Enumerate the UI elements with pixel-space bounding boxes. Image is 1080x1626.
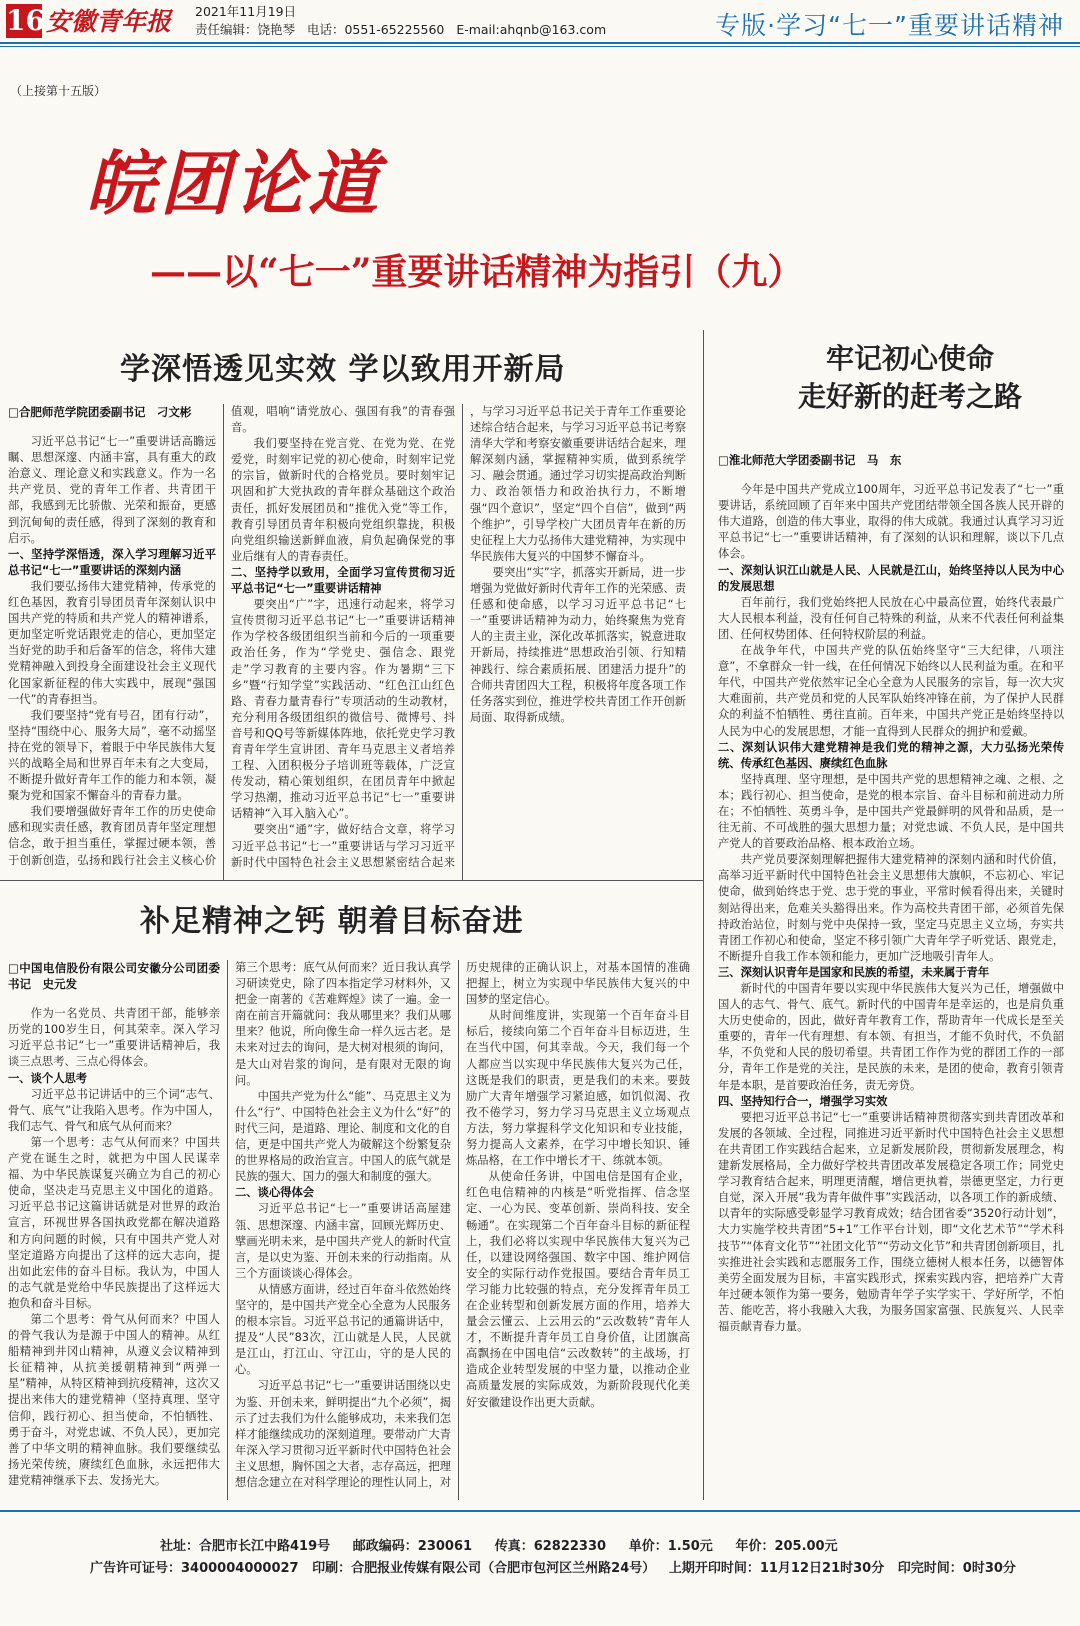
paragraph: 要把习近平总书记“七一”重要讲话精神贯彻落实到共青团改革和发展的各领域、全过程，同推进习近平新时代中国特色社会主义思想在共青团工作实践结合起来，立足新发展阶段，贯彻新发展理念，构建新发展格局，全力做好学校共青团改革发展稳定各项工作；同党史学习教育结合起来，明理更清醒，增信更执着，崇德更坚定，力行更自觉，深入开展“我为青年做件事”实践活动，以各项工作的新成绩、以青年的实际感受彰显学习教育成效；结合团省委“3520行动计划”，大力实施学校共青团“5+1”工作平台计划，即“文化艺术节”“学术科技节”“体育文化节”“社团文化节”“劳动文化节”和共青团创新项目，扎实推进社会实践和志愿服务工作，围绕立德树人根本任务，以德智体美劳全面发展为目标，丰富实践形式，探索实践内容，把培养广大青年过硬本领作为第一要务，勉励青年学子实学实干、学好所学，不怕苦、能吃苦，将小我融入大我，为服务国家富强、民族复兴、人民幸福贡献青春力量。 bbox=[718, 1110, 1064, 1333]
footer-rule bbox=[0, 1510, 1080, 1512]
article3-col-1 bbox=[8, 960, 220, 1500]
column-divider-main bbox=[703, 330, 704, 1500]
byline: □合肥师范学院团委副书记 刁文彬 bbox=[8, 405, 192, 419]
paragraph: 中国共产党为什么“能”、马克思主义为什么“行”、中国特色社会主义为什么“好”的时代三问，是道路、理论、制度和文化的自信，更是中国共产党人为破解这个纷繁复杂的世界格局的政治宣言。中国人的底气就是民族的强大、国力的强大和制度的强大。 bbox=[235, 1089, 451, 1184]
masthead bbox=[0, 0, 1080, 46]
section-heading: 二、坚持学以致用，全面学习宣传贯彻习近平总书记“七一”重要讲话精神 bbox=[231, 565, 455, 596]
section-heading: 四、坚持知行合一，增强学习实效 bbox=[718, 1094, 888, 1108]
article-divider bbox=[0, 880, 703, 881]
print-start: 上期开印时间：11月12日21时30分 bbox=[668, 1561, 885, 1576]
page-title: 皖团论道 bbox=[86, 142, 382, 225]
paragraph: 要突出“广”字，迅速行动起来，将学习宣传贯彻习近平总书记“七一”重要讲话精神作为学校各级团组织当前和今后的一项重要政治任务，作为“学党史、强信念、跟党走”学习教育的主要内容。作为暑期“三下乡”暨“行知学堂”实践活动、“红色江山红色路、青春力量青春行”专项活动的生动教材，充分利用各级团组织的微信号、微博号、抖音号和QQ号等新媒体阵地，依托党史学习教育青年学生宣讲团、青年马克思主义者培养工程、入团积极分子培训班等载体，广泛宣传发动，精心策划组织，在团员青年中掀起学习热潮，推动习近平总书记“七一”重要讲话精神“入耳入脑入心”。 bbox=[231, 598, 455, 821]
page-subtitle: ——以“七一”重要讲话精神为指引（九） bbox=[150, 251, 804, 293]
email: E-mail:ahqnb@163.com bbox=[456, 22, 607, 37]
paragraph: 共产党员要深刻理解把握伟大建党精神的深刻内涵和时代价值，高举习近平新时代中国特色社会主义思想伟大旗帜，不忘初心、牢记使命，做到始终忠于党、忠于党的事业，平常时候看得出来，关键时刻站得出来，危难关头豁得出来。作为高校共青团干部，必须首先保持政治站位，时刻与党中央保持一致，坚定马克思主义立场，夯实共青团工作初心和使命，坚定不移引领广大青年学子听党话、跟党走，不断提升自我工作本领和能力，更加广泛地吸引青年人。 bbox=[718, 853, 1064, 963]
paragraph: 我们要弘扬伟大建党精神，传承党的红色基因，教育引导团员青年深刻认识中国共产党的特质和共产党人的精神谱系，更加坚定听党话跟党走的信心，更加坚定当好党的助手和后备军的信念，将伟大建党精神融入到投身全面建设社会主义现代化国家新征程的伟大实践中，展现“强国一代”的青春担当。 bbox=[8, 579, 216, 706]
paragraph: 今年是中国共产党成立100周年，习近平总书记发表了“七一”重要讲话，系统回顾了百年来中国共产党团结带领全国各族人民开辟的伟大道路，创造的伟大事业，取得的伟大成就。我通过认真学习习近平总书记“七一”重要讲话精神，有了深刻的认识和理解，谈以下几点体会。 bbox=[718, 483, 1064, 561]
paper-name-logo: 安徽青年报 bbox=[46, 7, 172, 36]
phone: 电话：0551-65225560 bbox=[306, 22, 445, 37]
annual-price: 年价：205.00元 bbox=[735, 1539, 838, 1554]
article2-col bbox=[718, 452, 1064, 1504]
print-end: 印完时间：0时30分 bbox=[897, 1561, 1016, 1576]
paragraph: 历史规律的正确认识上，对基本国情的准确把握上，树立为实现中华民族伟大复兴的中国梦的坚定信心。 bbox=[466, 961, 690, 1007]
article3-col-3 bbox=[466, 960, 690, 1500]
paragraph: 我们要坚持在党言党、在党为党、在党爱党，时刻牢记党的初心使命，时刻牢记党的宗旨，做新时代的合格党员。要时刻牢记巩固和扩大党执政的青年群众基础这个政治责任，抓好发展团员和“推优入党”等工作，教育引导团员青年积极向党组织靠拢，积极向党组织输送新鲜血液，肩负起确保党的事业后继有人的青春责任。 bbox=[231, 437, 455, 563]
article3-col-2 bbox=[235, 960, 451, 1500]
article2-headline: 牢记初心使命 走好新的赶考之路 bbox=[797, 342, 1022, 413]
continued-note: （上接第十五版） bbox=[10, 84, 107, 98]
paragraph: 第一个思考：志气从何而来？中国共产党在诞生之时，就把为中国人民谋幸福、为中华民族谋复兴确立为自己的初心使命，坚决走马克思主义中国化的道路。习近平总书记这篇讲话就是对世界的政治宣言，环视世界各国执政党都在解决道路和方向问题的时候，只有中国共产党人对坚定道路方向提出了这样的远大志向，提出如此宏伟的奋斗目标。我认为，中国人的志气就是党给中华民族提出了这样远大抱负和奋斗目标。 bbox=[8, 1135, 220, 1310]
paragraph: 习近平总书记“七一”重要讲话围绕以史为鉴、开创未来，鲜明提出“九个必须”，揭示了过去我们为什么能够成功，未来我们怎样才能继续成功的深刻道理。要带动广大青年深入学习贯彻习近平新时代中国特色社会主义思想，胸怀国之大者，志存高远，把理想信念建立在对科学理论的理性认同上，对 bbox=[235, 1379, 451, 1489]
header-rule-thin bbox=[0, 46, 1080, 47]
page-number: 16 bbox=[6, 4, 45, 37]
paragraph: 从使命任务讲，中国电信是国有企业，红色电信精神的内核是“听党指挥、信念坚定、一心为民、变革创新、崇尚科技、安全畅通”。在实现第二个百年奋斗目标的新征程上，我们必将以实现中华民族伟大复兴为己任，以建设网络强国、数字中国、维护网信安全的实际行动作党报国。要结合青年员工学习能力比较强的特点，充分发挥青年员工在企业转型和创新发展方面的作用，培养大量会云懂云、上云用云的“云改数转”青年人才，不断提升青年员工自身价值，让团旗高高飘扬在中国电信“云改数转”的主战场，打造成企业转型发展的中坚力量，以推动企业高质量发展的实际成效，为新阶段现代化美好安徽建设作出更大贡献。 bbox=[466, 1170, 690, 1409]
byline: □淮北师范大学团委副书记 马 东 bbox=[718, 453, 902, 467]
paragraph: 我们要增强做好青年工作的历史使命感和现实责任感，教育团员青年坚定理想信念，敢于担当重任，掌握过硬本领，善于创新创造，弘扬和践行社会主义核心价 bbox=[8, 805, 216, 867]
footer-line-1 bbox=[160, 1535, 838, 1554]
section-heading: 二、谈心得体会 bbox=[235, 1186, 315, 1200]
ad-license: 广告许可证号：3400004000027 bbox=[90, 1561, 299, 1576]
article1-headline: 学深悟透见实效 学以致用开新局 bbox=[120, 352, 566, 387]
section-heading: 一、深刻认识江山就是人民、人民就是江山，始终坚持以人民为中心的发展思想 bbox=[718, 563, 1064, 593]
paragraph: 要突出“实”字，抓落实开新局，进一步增强为党做好新时代青年工作的光荣感、责任感和使命感，以学习习近平总书记“七一”重要讲话精神为动力，始终聚焦为党育人的主责主业，深化改革抓落实，锐意进取开新局，持续推进“思想政治引领、行知精神践行、综合素质拓展、团建活力提升”的合师共青团四大工程，积极将年度各项工作任务落实到位，推进学校共青团工作开创新局面、取得新成绩。 bbox=[470, 565, 686, 724]
article1-col-2 bbox=[231, 404, 455, 880]
divider bbox=[462, 404, 463, 880]
paragraph: 值观，唱响“请党放心、强国有我”的青春强音。 bbox=[231, 405, 455, 435]
unit-price: 单价：1.50元 bbox=[628, 1539, 713, 1554]
paragraph: 习近平总书记“七一”重要讲话高瞻远瞩、思想深邃、内涵丰富，具有重大的政治意义、理论意义和实践意义。作为一名共产党员、党的青年工作者、共青团干部，我感到无比骄傲、光荣和振奋，更感到沉甸甸的责任感，得到了深刻的教育和启示。 bbox=[8, 435, 216, 545]
paragraph: 第三个思考：底气从何而来？近日我认真学习研读党史，除了四本指定学习材料外，又把金一南著的《苦难辉煌》读了一遍。金一南在前言开篇就问：我从哪里来？我们从哪里来？他说，所向像生命一样久远古老。是未来对过去的询问，是大树对根须的询问，是大山对岩浆的询问，是有限对无限的询问。 bbox=[235, 961, 451, 1087]
paragraph: 第二个思考：骨气从何而来？中国人的骨气我认为是源于中国人的精神。从红船精神到井冈山精神，从遵义会议精神到长征精神，从抗美援朝精神到“两弹一星”精神，从特区精神到抗疫精神，这次又提出来伟大的建党精神（坚持真理、坚守信仰，践行初心、担当使命，不怕牺牲、勇于奋斗，对党忠诚、不负人民），更加完善了中华文明的精神血脉。我们要继续弘扬光荣传统，赓续红色血脉，永远把伟大建党精神继承下去、发扬光大。 bbox=[8, 1312, 220, 1487]
printer: 印刷：合肥报业传媒有限公司（合肥市包河区兰州路24号） bbox=[312, 1561, 656, 1576]
paragraph: 从时间维度讲，实现第一个百年奋斗目标后，接续向第二个百年奋斗目标迈进，生在当代中国，何其幸哉。今天，我们每一个人都应当以实现中华民族伟大复兴为己任，这既是我们的职责，更是我们的未来。要鼓励广大青年增强学习紧迫感，如饥似渴、孜孜不倦学习，努力学习马克思主义立场观点方法，努力掌握科学文化知识和专业技能，努力提高人文素养，在学习中增长知识、锤炼品格，在工作中增长才干、练就本领。 bbox=[466, 1009, 690, 1168]
paragraph: 在战争年代，中国共产党的队伍始终坚守“三大纪律，八项注意”，不拿群众一针一线，在任何情况下始终以人民利益为重。在和平年代，中国共产党依然牢记全心全意为人民服务的宗旨，每一次大灾大难面前，共产党员和党的人民军队始终冲锋在前，为了保护人民群众的利益不怕牺牲、勇往直前。百年来，中国共产党正是始终坚持以人民为中心的发展思想，才能一直得到人民群众的拥护和爱戴。 bbox=[718, 644, 1064, 738]
paragraph: 习近平总书记讲话中的三个词“志气、骨气、底气”让我陷入思考。作为中国人，我们志气、骨气和底气从何而来？ bbox=[8, 1087, 220, 1133]
section-heading: 一、坚持学深悟透，深入学习理解习近平总书记“七一”重要讲话的深刻内涵 bbox=[8, 547, 216, 577]
issue-date: 2021年11月19日 bbox=[195, 4, 297, 19]
article1-col-3 bbox=[470, 404, 686, 880]
article3-headline: 补足精神之钙 朝着目标奋进 bbox=[140, 904, 524, 939]
section-heading: 一、谈个人思考 bbox=[8, 1071, 88, 1085]
paragraph: 百年前行，我们党始终把人民放在心中最高位置，始终代表最广大人民根本利益，没有任何自己特殊的利益，从来不代表任何利益集团、任何权势团体、任何特权阶层的利益。 bbox=[718, 595, 1064, 641]
paragraph: 作为一名党员、共青团干部，能够亲历党的100岁生日，何其荣幸。深入学习习近平总书记“七一”重要讲话精神后，我谈三点思考、三点心得体会。 bbox=[8, 1007, 220, 1069]
paragraph: ，与学习习近平总书记关于青年工作重要论述综合结合起来，与学习习近平总书记考察清华大学和考察安徽重要讲话结合起来，理解深刻内涵，掌握精神实质，做到系统学习、融会贯通。通过学习切实提高政治判断力、政治领悟力和政治执行力，不断增强“四个意识”，坚定“四个自信”，做到“两个维护”，引导学校广大团员青年在新的历史征程上大力弘扬伟大建党精神，为实现中华民族伟大复兴的中国梦不懈奋斗。 bbox=[470, 405, 686, 563]
byline: □中国电信股份有限公司安徽分公司团委书记 史元发 bbox=[8, 961, 220, 992]
editor: 责任编辑：饶艳琴 bbox=[195, 22, 296, 37]
fax: 传真：62822330 bbox=[494, 1539, 607, 1554]
paragraph: 我们要坚持“党有号召，团有行动”，坚持“围绕中心、服务大局”，毫不动摇坚持在党的领导下，着眼于中华民族伟大复兴的战略全局和世界百年未有之大变局，不断提升做好青年工作的能力和本领，凝聚为党和国家不懈奋斗的青春力量。 bbox=[8, 708, 216, 803]
section-heading: 二、深刻认识伟大建党精神是我们党的精神之源，大力弘扬光荣传统、传承红色基因、赓续红色血脉 bbox=[718, 740, 1064, 770]
address: 社址：合肥市长江中路419号 bbox=[160, 1539, 331, 1554]
divider bbox=[223, 404, 224, 880]
paragraph: 从情感方面讲，经过百年奋斗依然始终坚守的，是中国共产党全心全意为人民服务的根本宗旨。习近平总书记的通篇讲话中，提及“人民”83次，江山就是人民，人民就是江山，打江山、守江山，守的是人民的心。 bbox=[235, 1282, 451, 1377]
article1-col-1 bbox=[8, 404, 216, 880]
divider bbox=[458, 960, 459, 1500]
footer-line-2 bbox=[90, 1557, 1016, 1576]
section-title: 专版·学习“七一”重要讲话精神 bbox=[715, 11, 1064, 40]
header-rule bbox=[0, 42, 1080, 44]
section-heading: 三、深刻认识青年是国家和民族的希望，未来属于青年 bbox=[718, 965, 990, 979]
divider bbox=[227, 960, 228, 1500]
paragraph: 新时代的中国青年要以实现中华民族伟大复兴为己任，增强做中国人的志气、骨气、底气。新时代的中国青年是幸运的，也是肩负重大历史使命的，因此，做好青年教育工作，帮助青年一代成长是至关重要的，青年一代有理想、有本领、有担当，才能不负时代，不负韶华，不负党和人民的殷切希望。共青团工作作为党的群团工作的一部分，青年工作是党的关注，是民族的未来，是团的使命，教育引领青年是本职，是首要政治任务，责无旁贷。 bbox=[718, 982, 1064, 1092]
postcode: 邮政编码：230061 bbox=[352, 1539, 473, 1554]
paragraph: 习近平总书记“七一”重要讲话高屋建瓴、思想深邃、内涵丰富，回顾光辉历史、擘画光明未来，是中国共产党人的新时代宣言，是以史为鉴、开创未来的行动指南。从三个方面谈谈心得体会。 bbox=[235, 1202, 451, 1280]
paragraph: 坚持真理、坚守理想，是中国共产党的思想精神之魂、之根、之本；践行初心、担当使命，是党的根本宗旨、奋斗目标和前进动力所在；不怕牺牲、英勇斗争，是中国共产党最鲜明的风骨和品质，是一往无前、不可战胜的强大思想力量；对党忠诚、不负人民，是中国共产党人的首要政治品格、根本政治立场。 bbox=[718, 772, 1064, 851]
header-info bbox=[195, 3, 606, 39]
paragraph: 要突出“通”字，做好结合文章，将学习习近平总书记“七一”重要讲话与学习习近平新时代中国特色社会主义思想紧密结合起来 bbox=[231, 823, 455, 869]
